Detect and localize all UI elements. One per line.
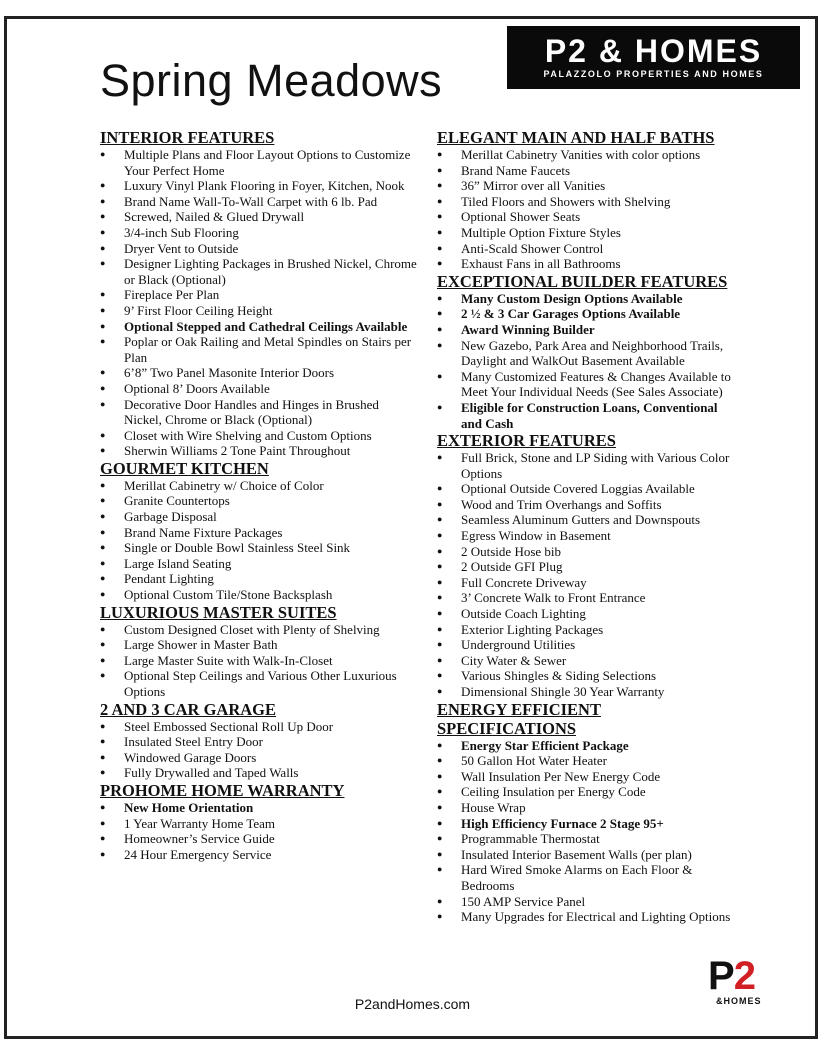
list-item [437,784,737,800]
list-item-text: Many Customized Features & Changes Available to Meet Your Individual Needs (See Sales Associate) [461,368,731,400]
list-item-text: Dryer Vent to Outside [124,240,239,256]
bullet-icon: ● [437,211,443,222]
brand-logo [507,26,800,89]
list-item [100,509,420,525]
list-item [100,225,420,241]
list-item [100,556,420,572]
bullet-icon: ● [100,289,106,300]
list-item [437,668,737,684]
list-item-text: Homeowner’s Service Guide [124,831,275,847]
footer-logo-mark [708,956,774,996]
list-item-text: Eligible for Construction Loans, Conventional and Cash [461,399,718,431]
list-item [100,303,420,319]
list-item [437,291,737,307]
list-item-text: Steel Embossed Sectional Roll Up Door [124,718,334,734]
list-item-text: 6’8” Two Panel Masonite Interior Doors [124,365,335,381]
list-item [100,816,420,832]
list-item [100,750,420,766]
list-item [437,544,737,560]
list-item [437,497,737,513]
bullet-icon: ● [100,639,106,650]
list-item-text: 24 Hour Emergency Service [124,846,272,862]
bullet-icon: ● [437,848,443,859]
list-item-text: Custom Designed Closet with Plenty of Shelving [124,621,380,637]
list-item-text: City Water & Sewer [461,652,567,668]
list-item-text: Outside Coach Lighting [461,606,586,622]
list-item-text: Optional Custom Tile/Stone Backsplash [124,587,333,603]
list-item [437,738,737,754]
bullet-icon: ● [100,542,106,553]
bullet-icon: ● [100,817,106,828]
bullet-icon: ● [100,654,106,665]
list-item-text: Designer Lighting Packages in Brushed Nickel, Chrome or Black (Optional) [124,256,417,287]
list-item [100,381,420,397]
bullet-icon: ● [100,242,106,253]
feature-list [437,738,737,925]
list-item-text: Energy Star Efficient Package [461,737,629,753]
bullet-icon: ● [437,545,443,556]
list-item [100,334,420,365]
list-item-text: 3/4-inch Sub Flooring [124,224,239,240]
bullet-icon: ● [100,304,106,315]
list-item [437,400,737,431]
list-item-text: Garbage Disposal [124,509,217,525]
list-item-text: Full Brick, Stone and LP Siding with Various Color Options [461,450,730,481]
bullet-icon: ● [437,895,443,906]
list-item-text: Various Shingles & Siding Selections [461,668,656,684]
bullet-icon: ● [437,833,443,844]
list-item [100,209,420,225]
website-link[interactable]: P2andHomes.com [354,996,471,1012]
section-heading-luxurious-master-suites: LUXURIOUS MASTER SUITES [100,602,337,622]
list-item-text: Insulated Steel Entry Door [124,734,263,750]
list-item-text: House Wrap [461,799,526,815]
list-item [437,225,737,241]
feature-list [100,622,420,700]
bullet-icon: ● [437,686,443,696]
list-item-text: 150 AMP Service Panel [461,893,586,909]
list-item [437,622,737,638]
list-item [437,147,737,163]
section-heading-elegant-main-and-half-baths: ELEGANT MAIN AND HALF BATHS [437,128,715,147]
bullet-icon: ● [437,608,443,619]
bullet-icon: ● [100,429,106,440]
list-item-text: 2 Outside Hose bib [461,543,562,559]
bullet-icon: ● [437,639,443,650]
list-item [100,765,420,781]
list-item-text: Decorative Door Handles and Hinges in Brushed Nickel, Chrome or Black (Optional) [124,396,379,428]
list-item-text: Egress Window in Basement [461,528,611,544]
section-heading-prohome-home-warranty: PROHOME HOME WARRANTY [100,780,345,800]
list-item [437,369,737,400]
list-item [437,322,737,338]
list-item [437,194,737,210]
list-item-text: Optional Outside Covered Loggias Available [461,481,695,497]
list-item-text: Granite Countertops [124,493,230,509]
bullet-icon: ● [437,164,443,175]
list-item [437,816,737,832]
list-item [437,163,737,179]
list-item-text: Wood and Trim Overhangs and Soffits [461,496,662,512]
list-item [437,590,737,606]
bullet-icon: ● [437,770,443,781]
bullet-icon: ● [100,736,106,747]
bullet-icon: ● [437,339,443,350]
bullet-icon: ● [437,292,443,303]
list-item-text: Single or Double Bowl Stainless Steel Sink [124,540,351,556]
list-item-text: Optional 8’ Doors Available [124,380,270,396]
list-item-text: Hard Wired Smoke Alarms on Each Floor & Bedrooms [461,862,693,893]
bullet-icon: ● [100,180,106,191]
list-item [100,397,420,428]
feature-list [437,450,737,700]
feature-list [437,291,737,431]
list-item-text: High Efficiency Furnace 2 Stage 95+ [461,815,664,831]
list-item-text: Poplar or Oak Railing and Metal Spindles on Stairs per Plan [124,334,412,365]
footer-logo-p: P [708,954,734,998]
list-item-text: New Gazebo, Park Area and Neighborhood Trails, Daylight and WalkOut Basement Available [461,337,724,369]
list-item-text: Pendant Lighting [124,571,214,587]
list-item [437,909,737,925]
list-item-text: 50 Gallon Hot Water Heater [461,753,607,769]
list-item-text: Large Island Seating [124,555,232,571]
list-item-text: Merillat Cabinetry w/ Choice of Color [124,477,324,493]
list-item [100,525,420,541]
feature-list [100,800,420,862]
list-item [437,241,737,257]
list-item-text: Luxury Vinyl Plank Flooring in Foyer, Kitchen, Nook [124,178,405,194]
bullet-icon: ● [100,336,106,347]
list-item-text: Large Shower in Master Bath [124,637,278,653]
bullet-icon: ● [100,751,106,762]
bullet-icon: ● [437,755,443,766]
section-heading-2-and-3-car-garage: 2 AND 3 CAR GARAGE [100,699,277,719]
bullet-icon: ● [437,817,443,828]
list-item-text: Brand Name Faucets [461,162,571,178]
list-item-text: Screwed, Nailed & Glued Drywall [124,209,305,225]
bullet-icon: ● [100,833,106,844]
list-item-text: Optional Stepped and Cathedral Ceilings Available [124,318,408,334]
list-item [437,769,737,785]
list-item-text: Award Winning Builder [461,321,595,337]
list-item [100,668,420,699]
list-item [437,637,737,653]
list-item [100,540,420,556]
list-item-text: Programmable Thermostat [461,831,600,847]
list-item-text: Closet with Wire Shelving and Custom Options [124,427,372,443]
bullet-icon: ● [437,801,443,812]
list-item [100,365,420,381]
list-item-text: Merillat Cabinetry Vanities with color options [461,147,701,162]
brand-logo-name: P2 & HOMES [544,33,763,69]
list-item [100,194,420,210]
bullet-icon: ● [437,623,443,634]
bullet-icon: ● [437,739,443,750]
list-item [437,528,737,544]
list-item [100,428,420,444]
list-item-text: Many Custom Design Options Available [461,290,683,306]
bullet-icon: ● [100,767,106,778]
bullet-icon: ● [100,382,106,393]
bullet-icon: ● [100,511,106,522]
list-item [100,178,420,194]
list-item [437,450,737,481]
list-item-text: Large Master Suite with Walk-In-Closet [124,652,333,668]
list-item [437,831,737,847]
list-item-text: Wall Insulation Per New Energy Code [461,768,661,784]
list-item [437,512,737,528]
list-item [437,800,737,816]
list-item-text: Full Concrete Driveway [461,574,587,590]
bullet-icon: ● [437,226,443,237]
list-item [100,800,420,816]
feature-list [100,719,420,781]
list-item-text: Sherwin Williams 2 Tone Paint Throughout [124,443,351,459]
bullet-icon: ● [437,258,443,269]
bullet-icon: ● [437,786,443,797]
bullet-icon: ● [100,573,106,584]
list-item-text: Fully Drywalled and Taped Walls [124,765,299,781]
list-item-text: Windowed Garage Doors [124,749,257,765]
section-heading-gourmet-kitchen: GOURMET KITCHEN [100,458,269,478]
list-item [100,587,420,603]
list-item-text: Fireplace Per Plan [124,287,220,303]
list-item [437,653,737,669]
feature-list [100,147,420,459]
list-item-text: Seamless Aluminum Gutters and Downspouts [461,512,701,528]
bullet-icon: ● [437,401,443,412]
section-heading-exterior-features: EXTERIOR FEATURES [437,431,616,451]
list-item-text: 9’ First Floor Ceiling Height [124,302,273,318]
list-item [100,622,420,638]
list-item [437,209,737,225]
bullet-icon: ● [100,211,106,222]
list-item [100,571,420,587]
feature-list [437,147,737,272]
list-item [437,338,737,369]
left-column [100,128,420,862]
bullet-icon: ● [437,911,443,922]
bullet-icon: ● [100,149,106,159]
bullet-icon: ● [100,479,106,490]
feature-list [100,478,420,603]
bullet-icon: ● [100,195,106,206]
list-item-text: Optional Shower Seats [461,209,581,225]
list-item [437,847,737,863]
list-item-text: 1 Year Warranty Home Team [124,815,275,831]
list-item [437,753,737,769]
bullet-icon: ● [100,226,106,237]
bullet-icon: ● [437,514,443,525]
bullet-icon: ● [437,592,443,603]
list-item [437,256,737,272]
bullet-icon: ● [437,530,443,541]
list-item [100,287,420,303]
list-item [437,684,737,700]
section-heading-exceptional-builder-features: EXCEPTIONAL BUILDER FEATURES [437,271,728,291]
page-title: Spring Meadows [100,55,443,106]
list-item [100,831,420,847]
footer-logo [708,956,774,1018]
bullet-icon: ● [437,370,443,381]
bullet-icon: ● [100,367,106,378]
bullet-icon: ● [100,557,106,568]
list-item-text: Optional Step Ceilings and Various Other Luxurious Options [124,668,397,699]
bullet-icon: ● [100,589,106,600]
bullet-icon: ● [100,445,106,456]
list-item [100,319,420,335]
right-column [437,128,737,925]
list-item [100,493,420,509]
list-item [100,653,420,669]
list-item-text: Exhaust Fans in all Bathrooms [461,256,621,272]
list-item-text: Underground Utilities [461,637,576,653]
list-item [100,719,420,735]
section-heading-interior-features: INTERIOR FEATURES [100,128,275,147]
list-item-text: 3’ Concrete Walk to Front Entrance [461,590,646,606]
list-item-text: Insulated Interior Basement Walls (per plan) [461,846,692,862]
list-item [100,734,420,750]
bullet-icon: ● [100,670,106,681]
list-item [437,481,737,497]
bullet-icon: ● [437,452,443,463]
list-item-text: Multiple Plans and Floor Layout Options to Customize Your Perfect Home [124,147,411,178]
bullet-icon: ● [437,308,443,319]
list-item-text: 2 ½ & 3 Car Garages Options Available [461,306,681,322]
list-item-text: 36” Mirror over all Vanities [461,178,606,194]
bullet-icon: ● [437,561,443,572]
list-item-text: Tiled Floors and Showers with Shelving [461,193,671,209]
list-item-text: Many Upgrades for Electrical and Lighting Options [461,909,731,925]
list-item [437,862,737,893]
bullet-icon: ● [100,258,106,269]
bullet-icon: ● [437,576,443,587]
list-item [437,306,737,322]
brand-logo-subtitle: PALAZZOLO PROPERTIES AND HOMES [543,69,764,79]
list-item [437,178,737,194]
bullet-icon: ● [100,848,106,859]
list-item-text: Ceiling Insulation per Energy Code [461,784,646,800]
list-item-text: Multiple Option Fixture Styles [461,224,621,240]
bullet-icon: ● [100,526,106,537]
bullet-icon: ● [437,323,443,334]
list-item [100,443,420,459]
bullet-icon: ● [100,398,106,409]
bullet-icon: ● [437,670,443,681]
bullet-icon: ● [100,495,106,506]
list-item-text: New Home Orientation [124,799,254,815]
bullet-icon: ● [100,623,106,634]
bullet-icon: ● [437,654,443,665]
list-item-text: Dimensional Shingle 30 Year Warranty [461,684,665,699]
bullet-icon: ● [100,320,106,331]
list-item [100,241,420,257]
list-item [437,894,737,910]
footer-logo-subtitle: &HOMES [716,996,762,1006]
list-item [100,637,420,653]
bullet-icon: ● [437,195,443,206]
list-item [437,559,737,575]
list-item [100,147,420,178]
list-item [100,847,420,863]
list-item [437,606,737,622]
list-item [100,256,420,287]
list-item-text: Brand Name Wall-To-Wall Carpet with 6 lb. Pad [124,193,378,209]
footer-logo-2: 2 [733,954,755,998]
list-item-text: Brand Name Fixture Packages [124,524,283,540]
bullet-icon: ● [437,149,443,159]
section-heading-energy-efficient-specifications: ENERGY EFFICIENT SPECIFICATIONS [437,699,601,738]
list-item-text: Exterior Lighting Packages [461,621,604,637]
list-item-text: 2 Outside GFI Plug [461,559,563,575]
bullet-icon: ● [100,720,106,731]
bullet-icon: ● [437,180,443,191]
bullet-icon: ● [437,498,443,509]
list-item [100,478,420,494]
bullet-icon: ● [437,483,443,494]
bullet-icon: ● [100,801,106,812]
list-item [437,575,737,591]
bullet-icon: ● [437,864,443,875]
bullet-icon: ● [437,242,443,253]
list-item-text: Anti-Scald Shower Control [461,240,604,256]
